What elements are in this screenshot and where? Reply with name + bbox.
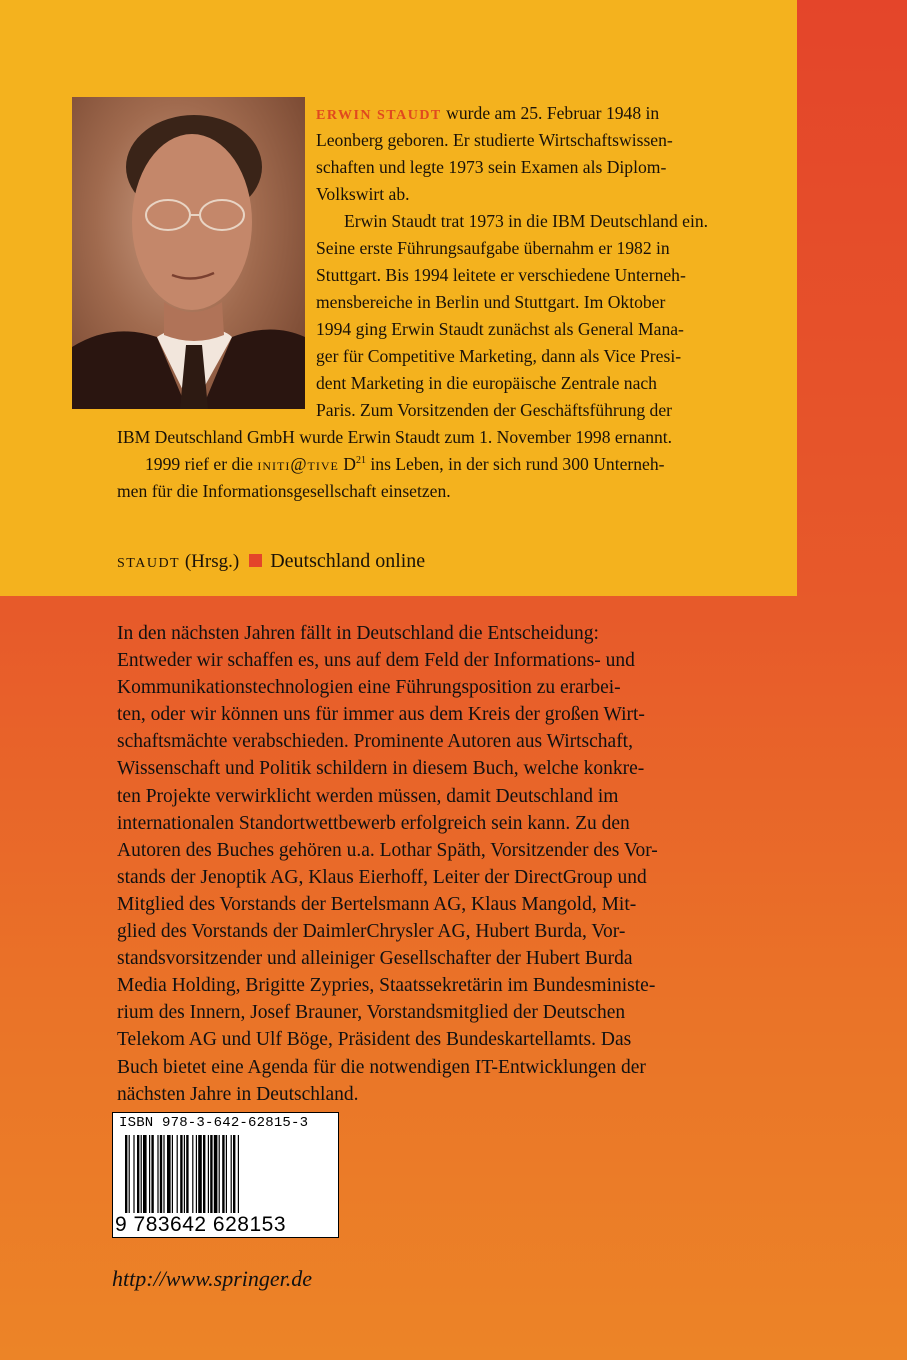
barcode-bar [172,1135,173,1217]
description-line: Wissenschaft und Politik schildern in diesem Buch, welche konkre- [117,758,645,780]
barcode-bar [233,1135,235,1217]
bio-line: 1994 ging Erwin Staudt zunächst als General Mana- [316,319,684,339]
editor-role: (Hrsg.) [180,551,240,572]
barcode-bar [129,1135,130,1217]
barcode-bar [160,1135,162,1217]
description-line: Buch bietet eine Agenda für die notwendigen IT-Entwicklungen der [117,1056,646,1078]
author-photo [72,97,305,409]
isbn-label: ISBN 978-3-642-62815-3 [119,1115,309,1131]
description-line: glied des Vorstands der DaimlerChrysler AG, Hubert Burda, Vor- [117,921,626,943]
bio-line: Leonberg geboren. Er studierte Wirtschaftswissen- [316,130,673,150]
bio-line: wurde am 25. Februar 1948 in [441,103,660,123]
barcode-bar [125,1135,127,1217]
barcode-bar [208,1135,209,1217]
description-line: ten, oder wir können uns für immer aus dem Kreis der großen Wirt- [117,704,645,726]
description-line: Entweder wir schaffen es, uns auf dem Feld der Informations- und [117,650,635,672]
barcode-bar [167,1135,171,1217]
barcode-bar [222,1135,224,1217]
barcode-bar [226,1135,227,1217]
description-line: nächsten Jahre in Deutschland. [117,1083,359,1105]
bio-line: Seine erste Führungsaufgabe übernahm er 1982 in [316,238,670,258]
description-line: stands der Jenoptik AG, Klaus Eierhoff, Leiter der DirectGroup und [117,866,647,888]
publisher-url[interactable]: http://www.springer.de [112,1266,313,1291]
barcode-bars [125,1135,327,1217]
bio-line: mensbereiche in Berlin und Stuttgart. Im Oktober [316,292,666,312]
barcode-bar [149,1135,150,1217]
bio-line: Paris. Zum Vorsitzenden der Geschäftsführung der [316,400,673,420]
barcode-bar [203,1135,205,1217]
bio-line: men für die Informationsgesellschaft einsetzen. [117,481,451,501]
barcode-bar [157,1135,158,1217]
bio-line: Erwin Staudt trat 1973 in die IBM Deutschland ein. [344,211,709,231]
initiative-mark: initi@tive [257,454,339,474]
bio-line: Volkswirt ab. [316,184,410,204]
isbn-barcode [112,1112,339,1238]
barcode-bar [151,1135,153,1217]
square-bullet-icon [249,554,262,567]
bio-line: Stuttgart. Bis 1994 leitete er verschiedene Unterneh- [316,265,686,285]
description-line: ten Projekte verwirklicht werden müssen, damit Deutschland im [117,785,619,807]
book-title-row [117,550,425,573]
book-title: Deutschland online [270,550,426,572]
barcode-bar [163,1135,164,1217]
description-line: Media Holding, Brigitte Zypries, Staatssekretärin im Bundesministe- [117,975,656,997]
barcode-bar [137,1135,139,1217]
description-line: Kommunikationstechnologien eine Führungsposition zu erarbei- [117,677,621,699]
editor-name: STAUDT [117,556,181,571]
description-line: rium des Innern, Josef Brauner, Vorstandsmitglied der Deutschen [117,1002,626,1024]
barcode-bar [177,1135,178,1217]
barcode-bar [238,1135,239,1217]
description-line: schaftsmächte verabschieden. Prominente Autoren aus Wirtschaft, [117,731,633,753]
barcode-bar [143,1135,147,1217]
barcode-bar [133,1135,134,1217]
barcode-digits: 9 783642 628153 [115,1213,286,1236]
barcode-bar [210,1135,212,1217]
description-line: standsvorsitzender und alleiniger Gesellschafter der Hubert Burda [117,948,633,970]
author-name: ERWIN STAUDT [316,108,442,123]
description-line: In den nächsten Jahren fällt in Deutschland die Entscheidung: [117,623,599,644]
barcode-bar [196,1135,197,1217]
bio-line: ger für Competitive Marketing, dann als Vice Presi- [316,346,682,366]
barcode-bar [141,1135,142,1217]
description-line: Autoren des Buches gehören u.a. Lothar Späth, Vorsitzender des Vor- [117,839,658,861]
barcode-bar [186,1135,188,1217]
description-line: internationalen Standortwettbewerb erfolgreich sein kann. Zu den [117,812,630,834]
barcode-bar [192,1135,193,1217]
description-line: Mitglied des Vorstands der Bertelsmann AG, Klaus Mangold, Mit- [117,893,637,915]
bio-initiative-line: 1999 rief er die initi@tive $D^{21}$ ins Leben, in der sich rund 300 Unterneh- [145,454,665,474]
barcode-bar [214,1135,218,1217]
barcode-bar [219,1135,220,1217]
bio-line: dent Marketing in die europäische Zentrale nach [316,373,657,393]
description-line: Telekom AG und Ulf Böge, Präsident des Bundeskartellamts. Das [117,1029,632,1051]
bio-line: schaften und legte 1973 sein Examen als Diplom- [316,157,667,177]
barcode-bar [198,1135,202,1217]
bio-line: IBM Deutschland GmbH wurde Erwin Staudt zum 1. November 1998 ernannt. [117,427,673,447]
barcode-bar [231,1135,232,1217]
barcode-bar [184,1135,185,1217]
book-description [117,620,757,1108]
barcode-bar [180,1135,182,1217]
